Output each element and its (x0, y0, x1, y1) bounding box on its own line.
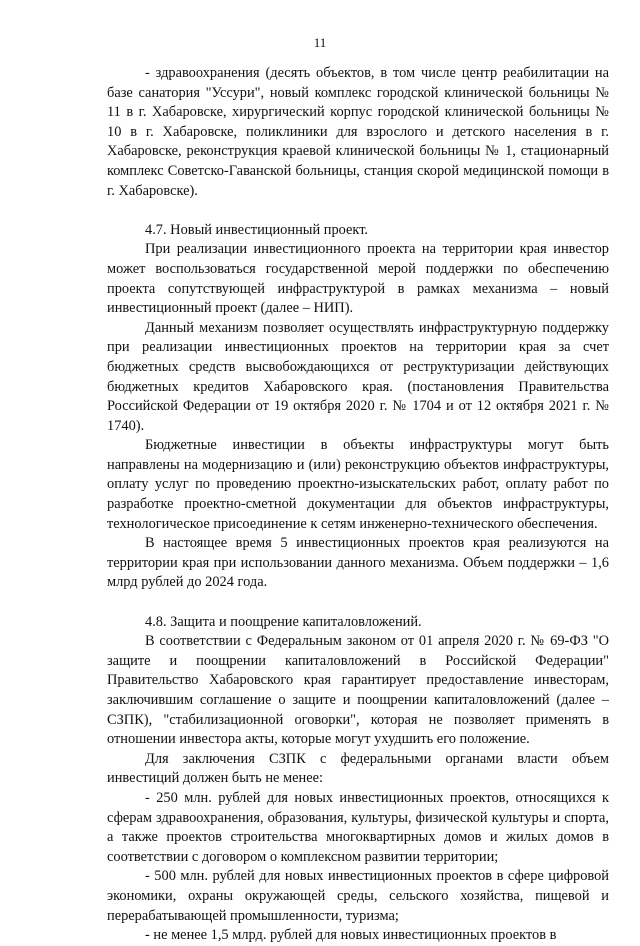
paragraph-nip-current-projects: В настоящее время 5 инвестиционных проектов края реализуются на территории края при использовании данного механизма. Объем поддержки – 1,6 млрд рублей до 2024 года. (107, 535, 609, 591)
paragraph-budget-investments: Бюджетные инвестиции в объекты инфраструктуры могут быть направлены на модернизацию и (или) реконструкцию объектов инфраструктуры, оплату услуг по проведению проектно-изыскательских работ, оплату работ по разработке проектно-сметной документации для объектов инфраструктуры, технологическое присоединение к сетям инженерно-технического обеспечения. (107, 437, 609, 532)
paragraph-healthcare-objects: - здравоохранения (десять объектов, в том числе центр реабилитации на базе санатория "Уссури", новый комплекс городской клинической больницы № 11 в г. Хабаровске, хирургический корпус городской клинической больницы № 10 в г. Хабаровске, поликлиники для взрослого и детского населения в г. Хабаровске, реконструкция краевой клинической больницы № 1, стационарный комплекс Советско-Гаванской больницы, станция скорой медицинской помощи в г. Хабаровске). (107, 65, 609, 199)
paragraph-szpk-threshold-intro: Для заключения СЗПК с федеральными органами власти объем инвестиций должен быть не менее: (107, 750, 609, 787)
paragraph-szpk-law: В соответствии с Федеральным законом от 01 апреля 2020 г. № 69-ФЗ "О защите и поощрении капиталовложений в Российской Федерации" Правительство Хабаровского края гарантирует предоставление инвесторам, заключившим соглашение о защите и поощрении капиталовложений (далее – СЗПК), "стабилизационной оговорки", которая не позволяет применять в отношении инвестора акты, которые могут ухудшить его положение. (107, 633, 609, 748)
list-item-250-mln: - 250 млн. рублей для новых инвестиционных проектов, относящихся к сферам здравоохранения, образования, культуры, физической культуры и спорта, а также проектов строительства многоквартирных домов и жилых домов в соответствии с договором о комплексном развитии территории; (107, 789, 609, 865)
section-heading-4-8: 4.8. Защита и поощрение капиталовложений. (145, 613, 422, 630)
paragraph-nip-mechanism: Данный механизм позволяет осуществлять инфраструктурную поддержку при реализации инвестиционных проектов на территории края за счет бюджетных средств высвобождающихся от реструктуризации действующих бюджетных кредитов Хабаровского края. (постановления Правительства Российской Федерации от 19 октября 2020 г. № 1704 и от 12 октября 2021 г. № 1740). (107, 319, 609, 434)
list-item-1-5-bln: - не менее 1,5 млрд. рублей для новых инвестиционных проектов в (145, 927, 557, 944)
paragraph-nip-intro: При реализации инвестиционного проекта на территории края инвестор может воспользоваться государственной мерой поддержки по обеспечению проекта сопутствующей инфраструктурой в рамках механизма – новый инвестиционный проект (далее – НИП). (107, 241, 609, 317)
section-heading-4-7: 4.7. Новый инвестиционный проект. (145, 221, 368, 238)
page-number: 11 (313, 35, 327, 50)
document-body (107, 64, 609, 946)
list-item-500-mln: - 500 млн. рублей для новых инвестиционных проектов в сфере цифровой экономики, охраны окружающей среды, сельского хозяйства, пищевой и перерабатывающей промышленности, туризма; (107, 868, 609, 924)
